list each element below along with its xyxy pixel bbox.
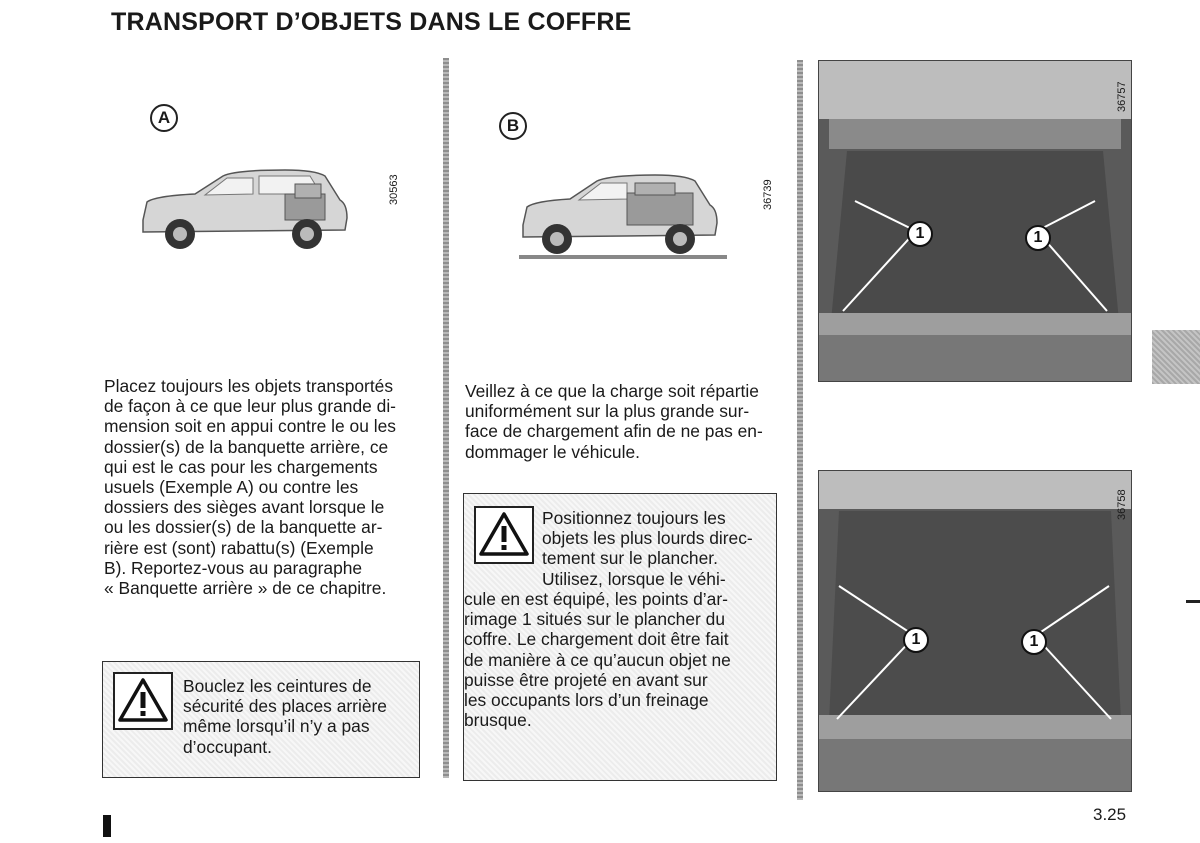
warning-line: objets les plus lourds direc- [542,528,753,549]
warning-line: même lorsqu’il n’y a pas [183,716,370,737]
para-line: dossier(s) de la banquette arrière, ce [104,436,389,457]
figure-b-ref: 36739 [762,179,774,210]
warning-line: Bouclez les ceintures de [183,676,372,696]
figure-a-ref: 30563 [388,174,400,205]
figure-a-car-illustration [135,160,355,255]
para-line: dossiers des sièges avant lorsque le [104,497,385,518]
para-line: mension soit en appui contre le ou les [104,416,396,437]
para-line: Placez toujours les objets transportés [104,376,394,396]
warning-line: tement sur le plancher. [542,548,718,569]
warning-line: rimage 1 situés sur le plancher du [464,609,725,630]
para-line: usuels (Exemple A) ou contre les [104,477,359,498]
para-line: face de chargement afin de ne pas en- [465,421,763,442]
page-number: 3.25 [1093,805,1127,824]
warning-text-seatbelts [183,676,409,757]
anchor-point-marker: 1 [1025,225,1051,251]
warning-triangle-icon [113,672,173,730]
photo-top-ref: 36757 [1116,81,1128,112]
para-line: B). Reportez-vous au paragraphe [104,557,363,578]
paragraph-loading-position [104,376,422,598]
trunk-photo-bottom [818,470,1132,792]
column-divider-2 [797,60,803,800]
para-line: qui est le cas pour les chargements [104,456,378,477]
warning-box-seatbelts [102,661,420,778]
warning-line: les occupants lors d’un freinage [464,690,709,711]
para-line: uniformément sur la plus grande sur- [465,401,750,422]
para-line: ou les dossier(s) de la banquette ar- [104,517,383,538]
warning-line: sécurité des places arrière [183,696,387,717]
warning-line: puisse être projeté en avant sur [464,669,708,690]
figure-a-label: A [150,104,178,132]
para-line: Veillez à ce que la charge soit répartie [465,381,759,401]
chapter-tab [1152,330,1200,384]
anchor-point-marker: 1 [907,221,933,247]
column-divider-1 [443,58,449,778]
warning-text-heavy-objects-bottom [464,589,762,730]
paragraph-load-distribution [465,381,777,462]
margin-dash [1186,600,1200,603]
para-line: de façon à ce que leur plus grande di- [104,396,396,417]
warning-triangle-icon [474,506,534,564]
figure-b-label: B [499,112,527,140]
warning-line: Positionnez toujours les [542,508,726,528]
para-line: dommager le véhicule. [465,441,640,462]
page-title: TRANSPORT D’OBJETS DANS LE COFFRE [111,8,632,36]
warning-text-heavy-objects-top [542,508,762,589]
photo-bottom-ref: 36758 [1116,489,1128,520]
warning-line: cule en est équipé, les points d’ar- [464,589,728,609]
page-marker [103,815,111,837]
trunk-photo-top [818,60,1132,382]
para-line: « Banquette arrière » de ce chapitre. [104,578,387,599]
figure-b-car-illustration [515,165,730,265]
warning-box-heavy-objects [463,493,777,781]
para-line: rière est (sont) rabattu(s) (Exemple [104,537,374,558]
anchor-point-marker: 1 [1021,629,1047,655]
anchor-point-marker: 1 [903,627,929,653]
warning-line: Utilisez, lorsque le véhi- [542,568,726,589]
warning-line: de manière à ce qu’aucun objet ne [464,649,731,670]
warning-line: brusque. [464,710,532,731]
warning-line: d’occupant. [183,736,272,757]
warning-line: coffre. Le chargement doit être fait [464,629,729,650]
